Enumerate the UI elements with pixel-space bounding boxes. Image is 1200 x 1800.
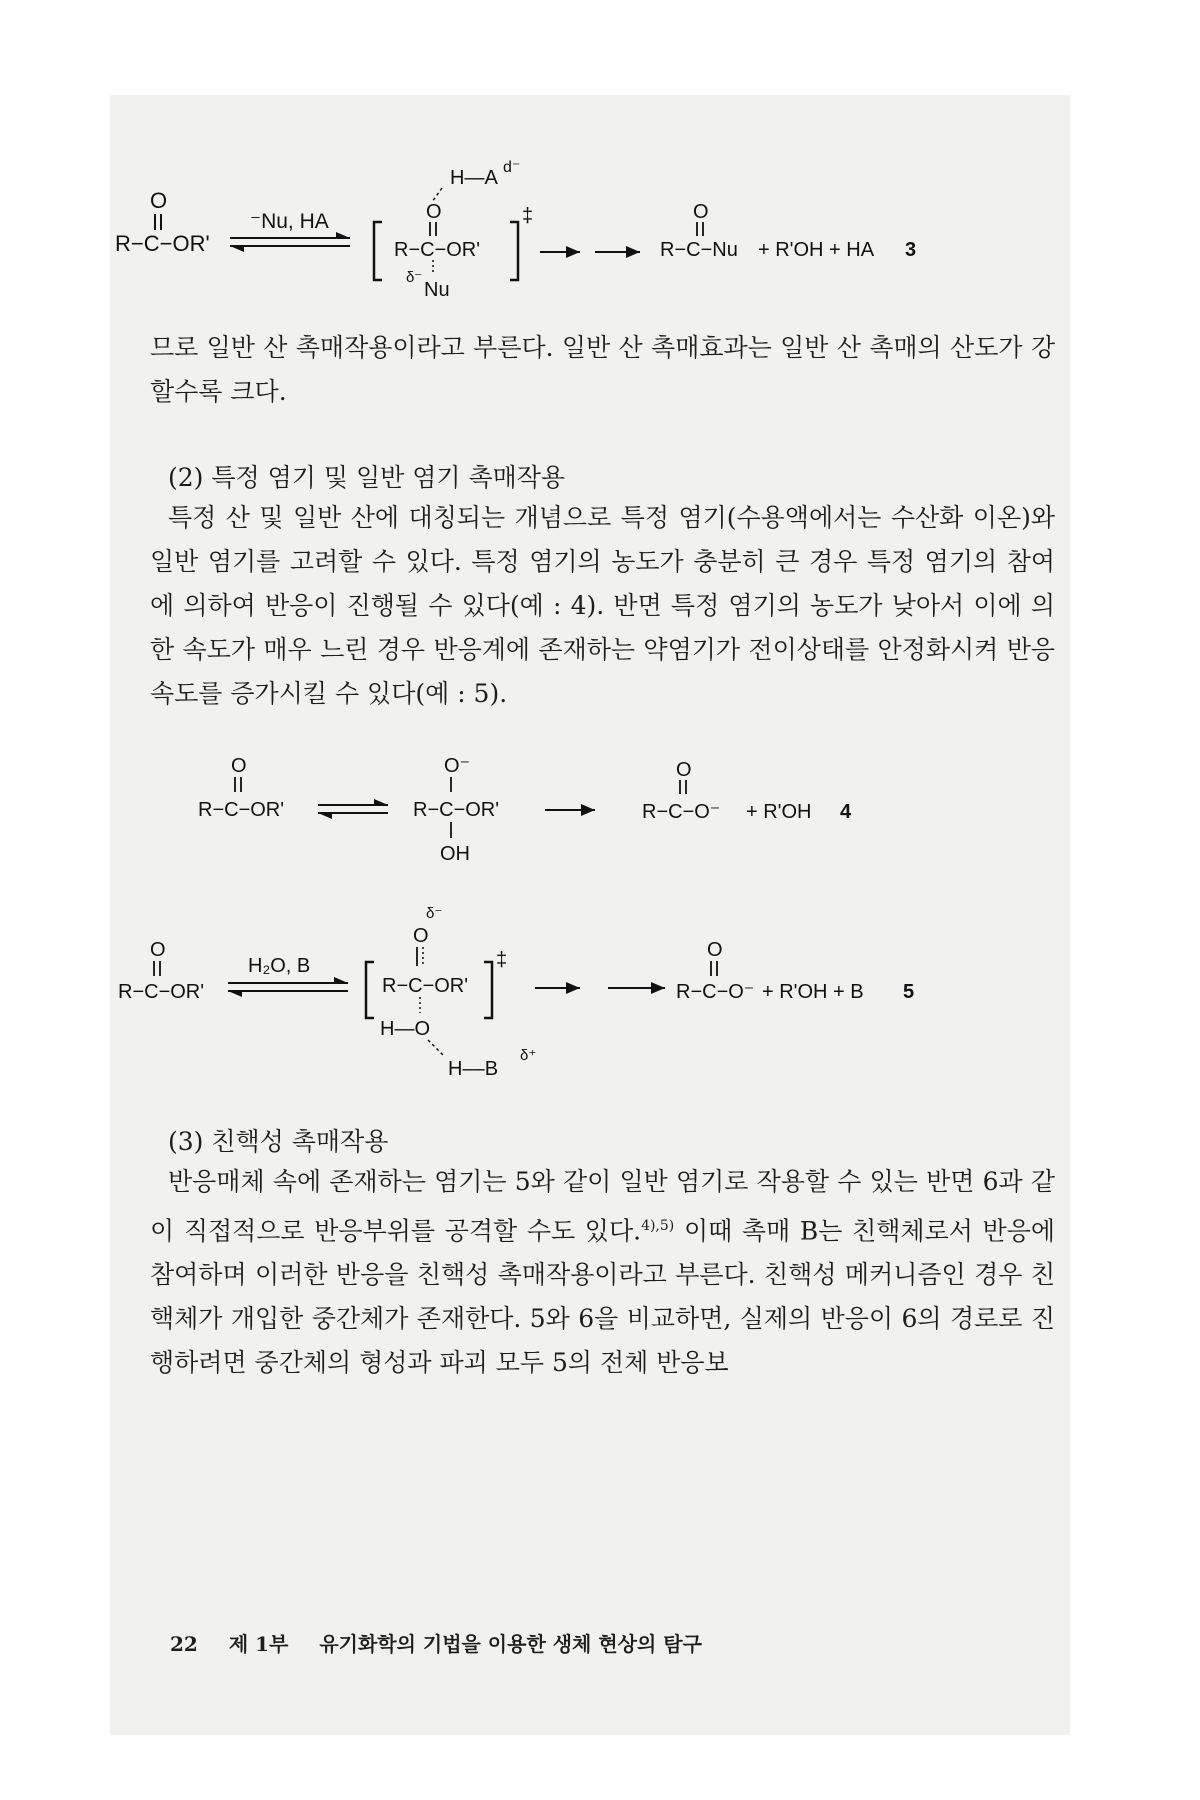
scheme-number: 5: [903, 981, 915, 1003]
hydroxide-label: H—O: [380, 1018, 430, 1040]
product-formula: R−C−O⁻: [642, 801, 721, 823]
delta-b-label: δ⁺: [520, 1047, 537, 1064]
page-number: 22: [170, 1632, 198, 1656]
alkoxide-oxygen: O⁻: [444, 755, 471, 777]
section-2-body: [150, 496, 1055, 716]
ha-label: H—A: [450, 167, 498, 189]
reaction-conditions: ⁻Nu, HA: [250, 210, 329, 233]
scheme-number: 4: [840, 801, 852, 823]
delta-nu-label: δ⁻: [406, 269, 423, 286]
reaction-scheme-5-drawing: [110, 900, 1070, 1090]
byproducts: + R'OH + HA: [758, 239, 875, 261]
carbonyl-oxygen: O: [150, 188, 168, 213]
book-title: 유기화학의 기법을 이용한 생체 현상의 탐구: [319, 1632, 702, 1656]
product-oxygen: O: [693, 201, 709, 223]
section-3-text-part2: 이때 촉매 B는 친핵체로서 반응에 참여하며 이러한 반응을 친핵성 촉매작용이라고 부른다. 친핵성 메커니즘인 경우 친핵체가 개입한 중간체가 존재한다. 5와 6을 비교하면, 실제의 반응이 6의 경로로 진행하려면 중간체의 형성과 파괴 모두 5의 전체 반응보: [150, 1216, 1055, 1378]
product-oxygen: O: [707, 939, 723, 961]
reaction-conditions: H₂O, B: [248, 955, 311, 977]
carbonyl-oxygen: O: [150, 939, 166, 961]
reactant-formula: R−C−OR': [118, 981, 205, 1003]
dagger-symbol: ‡: [522, 205, 534, 227]
product-formula: R−C−Nu: [660, 239, 738, 261]
byproducts: + R'OH: [746, 801, 812, 823]
delta-o-label: δ⁻: [426, 905, 443, 922]
reaction-scheme-4-drawing: [190, 750, 890, 880]
product-oxygen: O: [676, 759, 692, 781]
ts-oxygen: O: [413, 925, 429, 947]
reference-citation: 4),5): [641, 1218, 675, 1234]
nucleophile-label: Nu: [424, 279, 450, 301]
part-label: 제 1부: [228, 1632, 289, 1656]
base-label: H––B: [448, 1058, 499, 1080]
scheme-number: 3: [905, 239, 917, 261]
reaction-scheme-3-drawing: [110, 150, 1070, 320]
hydroxyl-label: OH: [440, 843, 470, 865]
paragraph-general-acid: [150, 326, 1055, 414]
paragraph-text: 므로 일반 산 촉매작용이라고 부른다. 일반 산 촉매효과는 일반 산 촉매의 산도가 강할수록 크다.: [150, 333, 1055, 406]
product-formula: R−C−O⁻: [676, 981, 755, 1003]
ts-formula: R−C−OR': [382, 975, 469, 997]
reactant-formula: R−C−OR': [115, 231, 210, 256]
page-footer: [170, 1628, 726, 1657]
section-3-body: [150, 1160, 1055, 1385]
section-3-heading: (3) 친핵성 촉매작용: [168, 1127, 389, 1156]
section-2-heading: (2) 특정 염기 및 일반 염기 촉매작용: [168, 463, 566, 492]
reaction-scheme-4: [190, 750, 890, 880]
carbonyl-oxygen: O: [231, 755, 247, 777]
byproducts: + R'OH + B: [762, 981, 864, 1003]
ts-oxygen: O: [426, 201, 442, 223]
reaction-scheme-5: [110, 900, 1070, 1090]
reactant-formula: R−C−OR': [198, 799, 285, 821]
section-3-text-part1: 반응매체 속에 존재하는 염기는 5와 같이 일반 염기로 작용할 수 있는 반면 6과 같이 직접적으로 반응부위를 공격할 수도 있다.: [150, 1167, 1055, 1246]
ts-formula: R−C−OR': [394, 239, 481, 261]
dagger-symbol: ‡: [496, 949, 508, 971]
intermediate-formula: R−C−OR': [413, 799, 500, 821]
section-2-text: 특정 산 및 일반 산에 대칭되는 개념으로 특정 염기(수용액에서는 수산화 이온)와 일반 염기를 고려할 수 있다. 특정 염기의 농도가 충분히 큰 경우 특정 염기의 참여에 의하여 반응이 진행될 수 있다(예 : 4). 반면 특정 염기의 농도가 낮아서 이에 의한 속도가 매우 느린 경우 반응계에 존재하는 약염기가 전이상태를 안정화시켜 반응속도를 증가시킬 수 있다(예 : 5).: [150, 503, 1055, 708]
delta-label: d⁻: [503, 159, 521, 176]
section-3-text: [150, 1160, 1055, 1385]
reaction-scheme-3: [110, 150, 1070, 320]
